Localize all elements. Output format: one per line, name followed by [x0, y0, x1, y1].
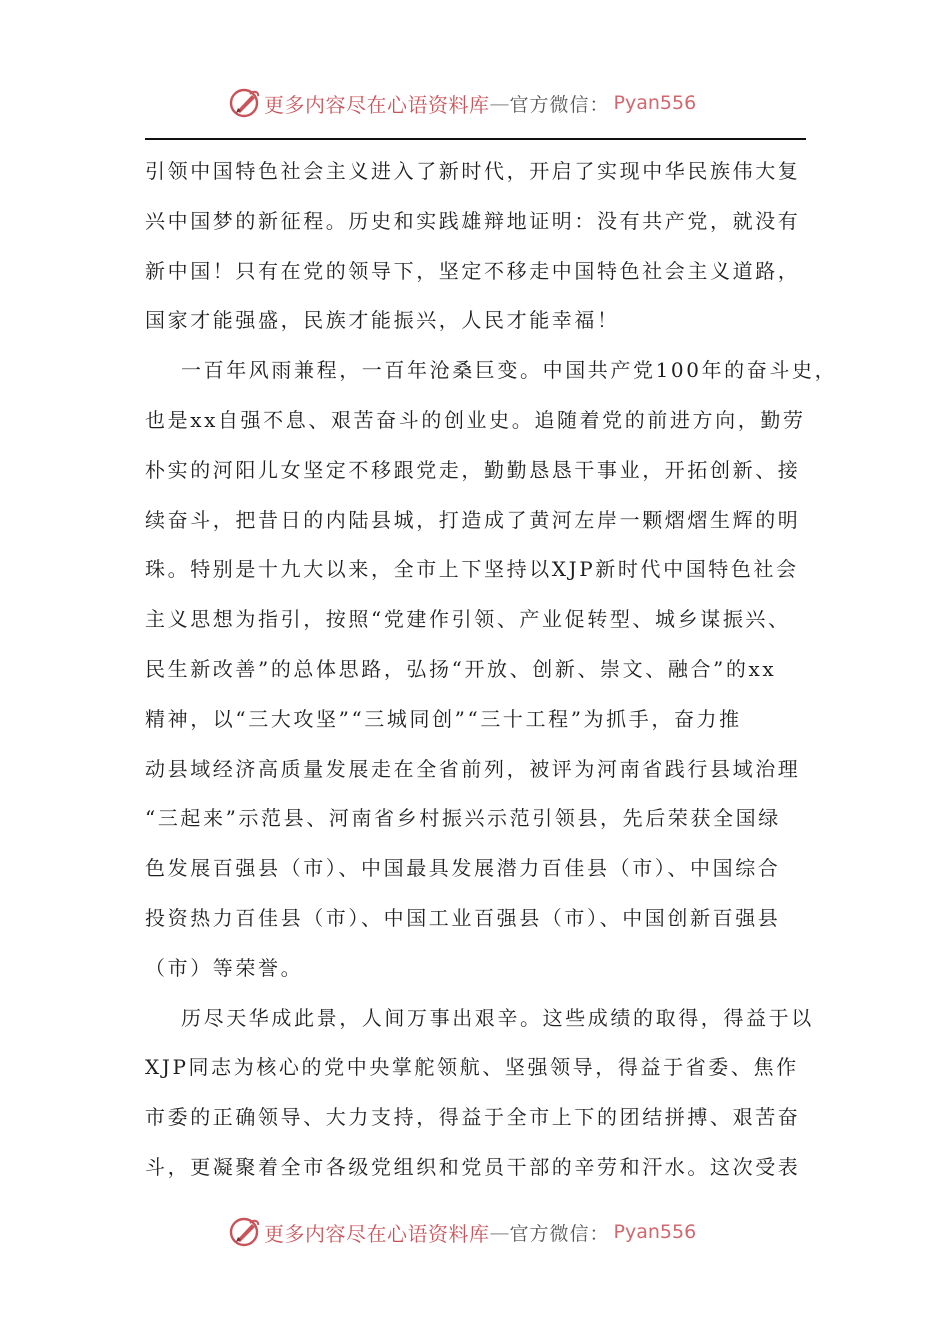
text-line: 色发展百强县（市）、中国最具发展潜力百佳县（市）、中国综合: [145, 856, 781, 881]
text-line: 珠。特别是十九大以来，全市上下坚持以XJP新时代中国特色社会: [145, 557, 799, 582]
text-line: 动县域经济高质量发展走在全省前列，被评为河南省践行县域治理: [145, 756, 801, 781]
pen-logo-icon: [228, 86, 262, 120]
text-line: 精神，以“三大攻坚”“三城同创”“三十工程”为抓手，奋力推: [145, 706, 742, 731]
pen-logo-icon: [228, 1215, 262, 1249]
text-line: 民生新改善”的总体思路，弘扬“开放、创新、崇文、融合”的xx: [145, 656, 777, 681]
banner-wechat-id: Pyan556: [613, 92, 697, 114]
text-line: 主义思想为指引，按照“党建作引领、产业促转型、城乡谋振兴、: [145, 607, 791, 632]
text-line: 引领中国特色社会主义进入了新时代，开启了实现中华民族伟大复: [145, 159, 801, 183]
banner-dash: —: [489, 1220, 510, 1244]
text-line: （市）等荣誉。: [145, 955, 304, 980]
text-line: 国家才能强盛，民族才能振兴，人民才能幸福！: [145, 308, 620, 333]
text-line: XJP同志为核心的党中央掌舵领航、坚强领导，得益于省委、焦作: [145, 1055, 799, 1080]
banner-title: 更多内容尽在心语资料库: [264, 92, 490, 117]
banner-dash: —: [489, 91, 510, 115]
text-line: 历尽天华成此景，人间万事出艰辛。这些成绩的取得，得益于以: [181, 1005, 814, 1030]
text-line: 兴中国梦的新征程。历史和实践雄辩地证明：没有共产党，就没有: [145, 208, 801, 233]
banner-wechat-label: 官方微信：: [509, 93, 610, 116]
banner-wechat-label: 官方微信：: [509, 1222, 610, 1245]
banner-wechat-id: Pyan556: [613, 1221, 697, 1243]
footer-banner: [228, 1212, 696, 1252]
text-line: 斗，更凝聚着全市各级党组织和党员干部的辛劳和汗水。这次受表: [145, 1154, 801, 1179]
text-line: “三起来”示范县、河南省乡村振兴示范引领县，先后荣获全国绿: [145, 806, 781, 831]
header-banner: [228, 83, 696, 123]
banner-title: 更多内容尽在心语资料库: [264, 1221, 490, 1246]
text-line: 市委的正确领导、大力支持，得益于全市上下的团结拼搏、艰苦奋: [145, 1105, 801, 1130]
text-line: 新中国！只有在党的领导下，坚定不移走中国特色社会主义道路，: [145, 258, 801, 283]
text-line: 朴实的河阳儿女坚定不移跟党走，勤勤恳恳干事业，开拓创新、接: [145, 457, 801, 482]
header-divider: [145, 138, 806, 140]
text-line: 投资热力百佳县（市）、中国工业百强县（市）、中国创新百强县: [145, 905, 781, 930]
document-body: [145, 147, 838, 1193]
text-line: 也是xx自强不息、艰苦奋斗的创业史。追随着党的前进方向，勤劳: [145, 407, 806, 432]
text-line: 一百年风雨兼程，一百年沧桑巨变。中国共产党100年的奋斗史，: [181, 358, 838, 383]
text-line: 续奋斗，把昔日的内陆县城，打造成了黄河左岸一颗熠熠生辉的明: [145, 507, 801, 532]
